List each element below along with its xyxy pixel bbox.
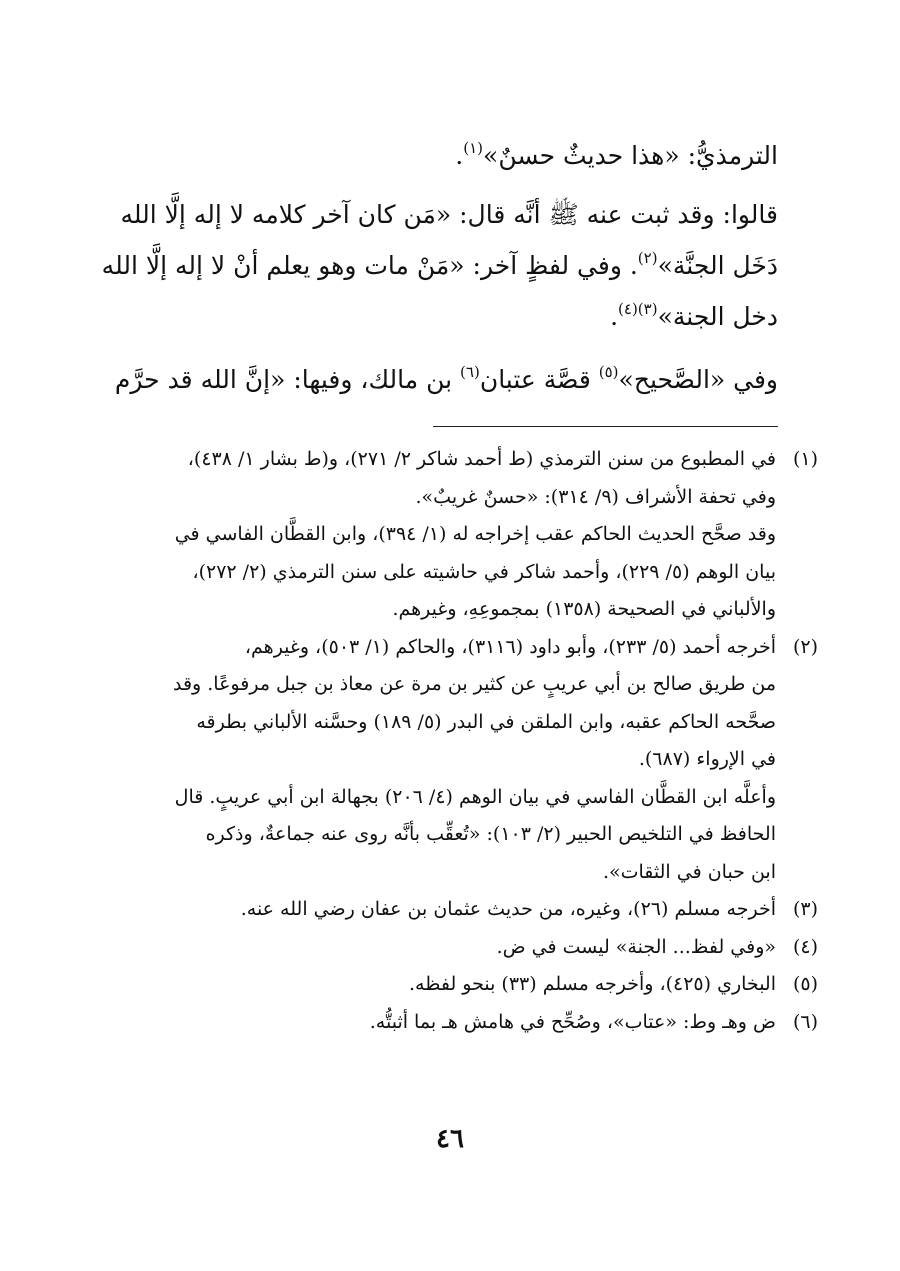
footnote-line: الحافظ في التلخيص الحبير (٢/ ١٠٣): «تُعقِّب بأنَّه روى عنه جماعةٌ، وذكره (205, 823, 776, 845)
footnote-line: وأعلَّه ابن القطَّان الفاسي في بيان الوهم (٤/ ٢٠٦) بجهالة ابن أبي عريبٍ. قال (174, 785, 776, 808)
footnote-line: صحَّحه الحاكم عقبه، وابن الملقن في البدر (٥/ ١٨٩) وحسَّنه الألباني بطرقه (196, 710, 776, 733)
page-number: ٤٦ (436, 1124, 464, 1154)
footnote-line: ض وهـ وط: «عتاب»، وصُحِّح في هامش هـ بما أثبتُّه. (369, 1010, 776, 1033)
footnote-line: من طريق صالح بن أبي عريبٍ عن كثير بن مرة عن معاذ بن جبل مرفوعًا. وقد (173, 673, 776, 695)
footnote (106, 441, 818, 629)
footnote-ref[interactable]: (١) (463, 138, 484, 157)
footnote-separator (433, 426, 778, 427)
footnote-line: في الإرواء (٦٨٧). (638, 748, 776, 770)
footnote-ref[interactable]: (٢) (637, 248, 658, 267)
footnote-line: أخرجه أحمد (٥/ ٢٣٣)، وأبو داود (٣١١٦)، والحاكم (١/ ٥٠٣)، وغيرهم، (244, 635, 776, 658)
footnote-line: بيان الوهم (٥/ ٢٢٩)، وأحمد شاكر في حاشيته على سنن الترمذي (٢/ ٢٧٢)، (192, 560, 776, 583)
footnote-line: والألباني في الصحيحة (١٣٥٨) بمجموعِهِ، وغيرهم. (392, 598, 776, 620)
footnote-line: «وفي لفظ... الجنة» ليست في ض. (496, 935, 776, 958)
footnote-ref[interactable]: (٦) (460, 362, 480, 381)
footnote (106, 929, 818, 967)
footnote-number: (٥) (792, 973, 818, 995)
main-line: وفي «الصَّحيح»$^{(٥)}$ قصَّة عتبان$^{(٦)}$ بن مالك، وفيها: «إنَّ الله قد حرَّم (114, 362, 778, 394)
footnote-number: (٤) (792, 935, 818, 958)
main-line: قالوا: وقد ثبت عنه ﷺ أنَّه قال: «مَن كان آخر كلامه لا إله إلَّا الله (120, 200, 778, 229)
footnote-line: في المطبوع من سنن الترمذي (ط أحمد شاكر ٢/ ٢٧١)، و(ط بشار ١/ ٤٣٨)، (187, 448, 776, 470)
footnote-number: (٣) (792, 898, 818, 920)
main-text (101, 130, 778, 405)
footnote-number: (١) (792, 448, 818, 470)
footnote-ref[interactable]: (٣)(٤) (618, 299, 658, 318)
footnotes (106, 441, 818, 1041)
footnote (106, 966, 818, 1004)
footnote-line: البخاري (٤٢٥)، وأخرجه مسلم (٣٣) بنحو لفظه. (409, 973, 776, 995)
footnote-number: (٢) (792, 635, 818, 658)
footnote (106, 629, 818, 892)
footnote (106, 891, 818, 929)
footnote-ref[interactable]: (٥) (598, 362, 619, 381)
footnote-number: (٦) (792, 1010, 818, 1033)
footnote-line: وفي تحفة الأشراف (٩/ ٣١٤): «حسنٌ غريبٌ». (415, 485, 776, 508)
footnote-line: وقد صحَّح الحديث الحاكم عقب إخراجه له (١/ ٣٩٤)، وابن القطَّان الفاسي في (174, 523, 776, 545)
footnote-line: أخرجه مسلم (٢٦)، وغيره، من حديث عثمان بن عفان رضي الله عنه. (240, 898, 776, 920)
footnote-line: ابن حبان في الثقات». (602, 860, 776, 883)
main-line: دخل الجنة»$^{(٣)(٤)}$. (610, 299, 778, 331)
main-line: دَخَل الجنَّة»$^{(٢)}$. وفي لفظٍ آخر: «مَنْ مات وهو يعلم أنْ لا إله إلَّا الله (101, 248, 778, 280)
main-line: الترمذيُّ: «هذا حديثٌ حسنٌ»$^{(١)}$. (455, 138, 778, 170)
footnote (106, 1004, 818, 1042)
